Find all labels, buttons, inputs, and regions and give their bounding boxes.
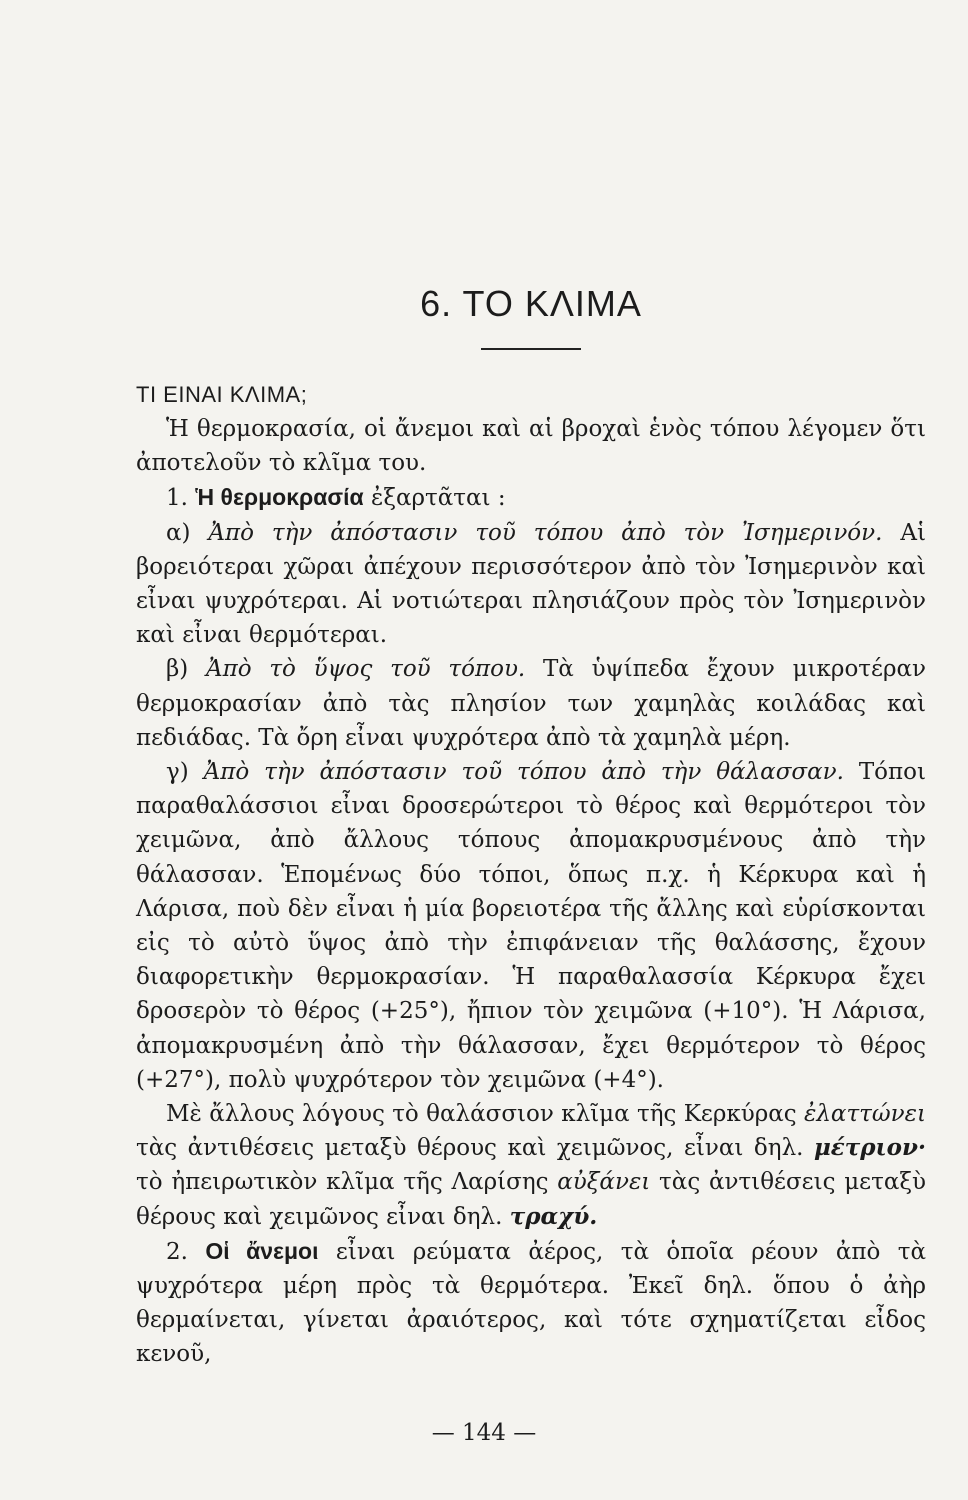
subitem-c-text: Τόποι παραθαλάσσιοι εἶναι δροσερώτεροι τὸ θέρος καὶ θερμότεροι τὸν χειμῶνα, ἀπὸ ἄλλους τόπους ἀπομακρυσμένους ἀπὸ τὴν θάλασσαν. Ἑπομένως δύο τόποι, ὅπως π.χ. ἡ Κέρκυρα καὶ ἡ Λάρισα, ποὺ δὲν εἶναι ἡ μία βορειοτέρα τῆς ἄλλης καὶ εὑρίσκονται εἰς τὸ αὐτὸ ὕψος ἀπὸ τὴν ἐπιφάνειαν τῆς θαλάσσης, ἔχουν διαφορετικὴν θερμοκρασίαν. Ἡ παραθαλασσία Κέρκυρα ἔχει δροσερὸν τὸ θέρος (+25°), ἤπιον τὸν χειμῶνα (+10°). Ἡ Λάρισα, ἀπομακρυσμένη ἀπὸ τὴν θάλασσαν, ἔχει θερμότερον τὸ θέρος (+27°), πολὺ ψυχρότερον τὸν χειμῶνα (+4°). [136,759,926,1093]
subitem-a-italic: Ἀπὸ τὴν ἀπόστασιν τοῦ τόπου ἀπὸ τὸν Ἰσημερινόν. [208,519,883,546]
page-body [136,280,926,1372]
item-2-number: 2. [166,1238,206,1265]
conclusion-text-2: τὰς ἀντιθέσεις μεταξὺ θέρους καὶ χειμῶνος, εἶναι δηλ. [136,1135,814,1162]
conclusion-bold-italic-2: τραχύ. [509,1202,598,1230]
subitem-a-paragraph [136,516,926,653]
chapter-title: 6. ΤΟ ΚΛΙΜΑ [420,283,642,324]
conclusion-text-4: τὰς ἀντιθέσεις μεταξὺ θέρους καὶ χειμῶνος εἶναι δηλ. [136,1169,926,1230]
item-2-bold: Οἱ ἄνεμοι [205,1237,319,1264]
item-1-number: 1. [166,485,196,512]
subitem-b-label: β) [166,656,207,683]
title-divider [481,348,581,350]
subitem-c-label: γ) [166,759,204,786]
subitem-a-text: Αἱ βορειότεραι χῶραι ἀπέχουν περισσότερον ἀπὸ τὸν Ἰσημερινὸν καὶ εἶναι ψυχρότεραι. Αἱ νοτιώτεραι πλησιάζουν πρὸς τὸν Ἰσημερινὸν καὶ εἶναι θερμότεραι. [136,519,926,649]
conclusion-text-1: Μὲ ἄλλους λόγους τὸ θαλάσσιον κλῖμα τῆς Κερκύρας [166,1101,804,1128]
page-number: — 144 — [431,1420,537,1446]
item-2-rest: εἶναι ρεύματα ἀέρος, τὰ ὁποῖα ρέουν ἀπὸ τὰ ψυχρότερα μέρη πρὸς τὰ θερμότερα. Ἐκεῖ δηλ. ὅπου ὁ ἀὴρ θερμαίνεται, γίνεται ἀραιότερος, καὶ τότε σχηματίζεται εἶδος κενοῦ, [136,1238,927,1368]
section-heading: ΤΙ ΕΙΝΑΙ ΚΛΙΜΑ; [136,382,308,407]
subitem-c-paragraph [136,755,926,1097]
subitem-b-italic: Ἀπὸ τὸ ὕψος τοῦ τόπου. [206,656,526,683]
subitem-b-paragraph [136,652,926,755]
conclusion-italic-1: ἐλαττώνει [804,1101,926,1128]
conclusion-bold-italic-1: μέτριον· [813,1134,926,1162]
item-1-rest: ἐξαρτᾶται : [363,485,506,512]
subitem-c-italic: Ἀπὸ τὴν ἀπόστασιν τοῦ τόπου ἀπὸ τὴν θάλασσαν. [203,759,844,786]
subitem-a-label: α) [166,519,209,546]
item-2-paragraph [136,1234,926,1372]
item-1-bold: Ἡ θερμοκρασία [195,484,364,511]
conclusion-paragraph [136,1097,926,1234]
conclusion-italic-2: αὐξάνει [557,1169,651,1196]
intro-paragraph: Ἡ θερμοκρασία, οἱ ἄνεμοι καὶ αἱ βροχαὶ ἑνὸς τόπου λέγομεν ὅτι ἀποτελοῦν τὸ κλῖμα του. [136,416,926,477]
item-1-paragraph [136,480,926,515]
subitem-b-text: Τὰ ὑψίπεδα ἔχουν μικροτέραν θερμοκρασίαν ἀπὸ τὰς πλησίον των χαμηλὰς κοιλάδας καὶ πεδιάδας. Τὰ ὄρη εἶναι ψυχρότερα ἀπὸ τὰ χαμηλὰ μέρη. [136,656,926,751]
conclusion-text-3: τὸ ἠπειρωτικὸν κλῖμα τῆς Λαρίσης [136,1169,558,1196]
